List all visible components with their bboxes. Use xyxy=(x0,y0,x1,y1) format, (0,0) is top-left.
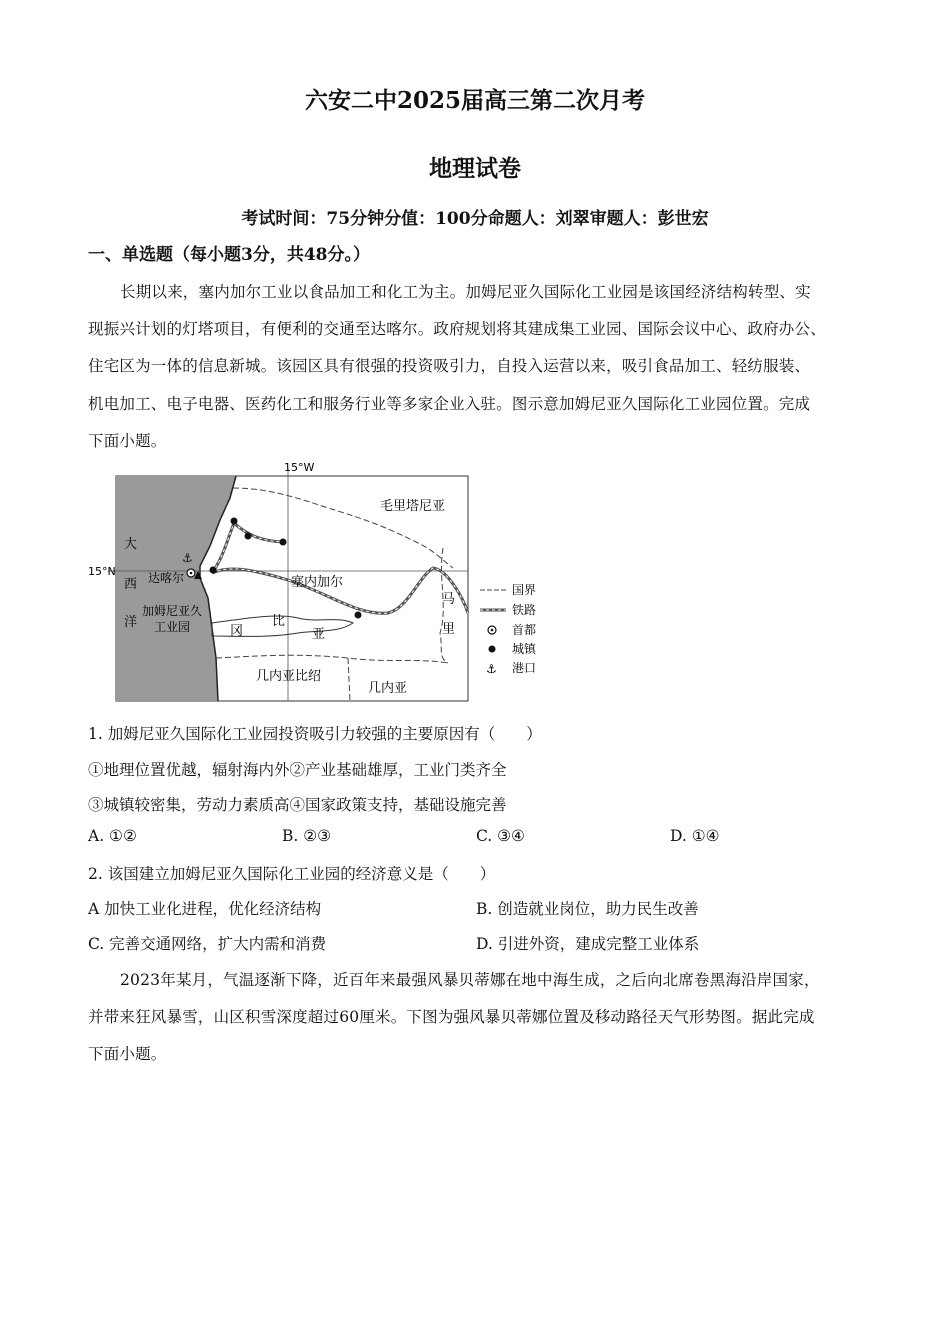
map-label-park: 加姆尼亚久 xyxy=(142,604,203,618)
exam-meta: 考试时间：75分钟分值：100分命题人：刘翠审题人：彭世宏 xyxy=(241,209,709,229)
choice-b[interactable]: B. 创造就业岗位，助力民生改善 xyxy=(476,900,699,918)
town-marker xyxy=(355,612,362,619)
choice-d[interactable]: D. ①④ xyxy=(670,827,720,845)
map-label-atlantic: 洋 xyxy=(124,615,138,630)
port-icon: ⚓ xyxy=(182,551,193,565)
legend-label: 铁路 xyxy=(512,603,537,617)
town-marker xyxy=(245,533,252,540)
passage-line: 机电加工、电子电器、医药化工和服务行业等多家企业入驻。图示意加姆尼亚久国际化工业园位置。完成 xyxy=(88,395,811,413)
map-legend xyxy=(480,583,537,676)
passage-line: 2023年某月，气温逐渐下降，近百年来最强风暴贝蒂娜在地中海生成，之后向北席卷黑海沿岸国家， xyxy=(120,971,820,989)
passage-line: 现振兴计划的灯塔项目，有便利的交通至达喀尔。政府规划将其建成集工业园、国际会议中心、政府办公、 xyxy=(88,320,826,338)
legend-label: 港口 xyxy=(512,661,537,675)
choice-a[interactable]: A. ①② xyxy=(88,827,137,845)
question-stem: 1. 加姆尼亚久国际化工业园投资吸引力较强的主要原因有（ ） xyxy=(88,725,542,743)
legend-label: 城镇 xyxy=(512,642,537,656)
passage-line: 并带来狂风暴雪，山区积雪深度超过60厘米。下图为强风暴贝蒂娜位置及移动路径天气形势图。据此完成 xyxy=(88,1008,815,1026)
option-statements: ③城镇较密集，劳动力素质高④国家政策支持，基础设施完善 xyxy=(88,796,507,814)
section-heading: 一、单选题（每小题3分，共48分。） xyxy=(88,245,370,265)
map-label-guinea-bissau: 几内亚比绍 xyxy=(256,669,322,684)
choice-c[interactable]: C. ③④ xyxy=(476,827,525,845)
map-label-mauritania: 毛里塔尼亚 xyxy=(380,499,446,514)
map-label-atlantic: 西 xyxy=(124,577,138,592)
exam-title: 六安二中2025届高三第二次月考 xyxy=(304,87,645,114)
choice-d[interactable]: D. 引进外资，建成完整工业体系 xyxy=(476,935,700,953)
passage-line: 长期以来，塞内加尔工业以食品加工和化工为主。加姆尼亚久国际化工业园是该国经济结构转型、实 xyxy=(120,283,811,301)
map-label-mali: 里 xyxy=(442,622,456,637)
location-map xyxy=(88,458,558,708)
map-label-mali: 马 xyxy=(442,592,456,607)
town-marker xyxy=(210,567,217,574)
legend-label: 国界 xyxy=(512,583,537,597)
map-label-gambia: 亚 xyxy=(312,627,326,642)
map-label-park: 工业园 xyxy=(154,620,191,634)
passage-line: 下面小题。 xyxy=(88,432,167,450)
map-label-senegal: 塞内加尔 xyxy=(291,575,344,590)
map-label-dakar: 达喀尔 xyxy=(148,571,185,585)
map-label-gambia: 比 xyxy=(272,614,286,629)
exam-subtitle: 地理试卷 xyxy=(429,155,521,182)
town-legend-icon xyxy=(489,646,496,653)
town-marker xyxy=(231,518,238,525)
legend-label: 首都 xyxy=(512,623,537,637)
lat-label: 15°N xyxy=(88,565,116,578)
port-legend-icon: ⚓ xyxy=(486,662,497,676)
passage-line: 下面小题。 xyxy=(88,1045,167,1063)
lon-label: 15°W xyxy=(284,461,315,474)
choice-b[interactable]: B. ②③ xyxy=(282,827,332,845)
choice-c[interactable]: C. 完善交通网络，扩大内需和消费 xyxy=(88,935,327,953)
map-label-atlantic: 大 xyxy=(124,537,138,552)
map-label-guinea: 几内亚 xyxy=(368,681,408,696)
question-stem: 2. 该国建立加姆尼亚久国际化工业园的经济意义是（ ） xyxy=(88,865,496,883)
choice-a[interactable]: A 加快工业化进程，优化经济结构 xyxy=(88,900,322,918)
map-label-gambia: 冈 xyxy=(230,624,244,639)
map-svg xyxy=(88,458,558,708)
passage-line: 住宅区为一体的信息新城。该园区具有很强的投资吸引力，自投入运营以来，吸引食品加工、轻纺服装、 xyxy=(88,357,811,375)
option-statements: ①地理位置优越，辐射海内外②产业基础雄厚，工业门类齐全 xyxy=(88,761,507,779)
town-marker xyxy=(280,539,287,546)
